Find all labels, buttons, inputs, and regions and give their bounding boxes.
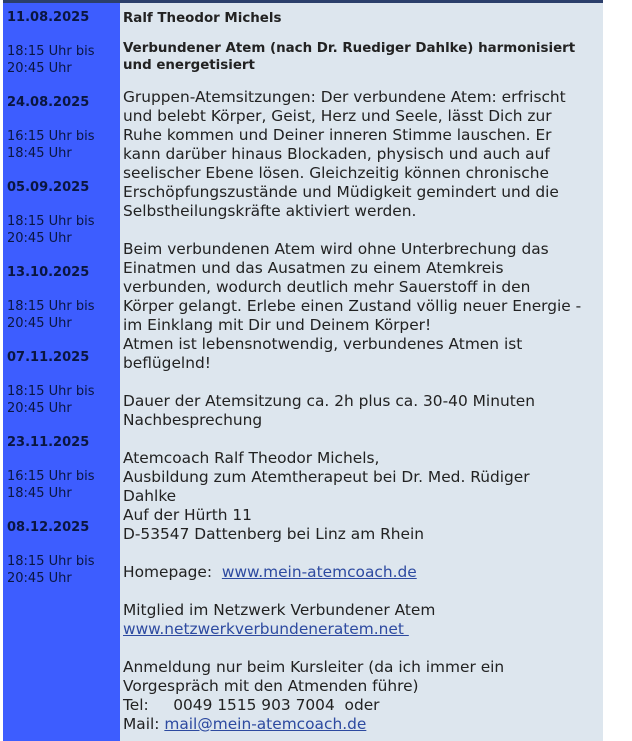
schedule-date: 13.10.2025: [7, 265, 90, 280]
schedule-time: 18:15 Uhr bis 20:45 Uhr: [7, 384, 95, 416]
schedule-time: 18:15 Uhr bis 20:45 Uhr: [7, 44, 95, 76]
schedule-date: 05.09.2025: [7, 180, 90, 195]
schedule-time: 16:15 Uhr bis 18:45 Uhr: [7, 129, 95, 161]
body-paragraph: Beim verbundenen Atem wird ohne Unterbrechung das Einatmen und das Ausatmen zu einem Atemkreis verbunden, wodurch deutlich mehr Sauerstoff in den Körper gelangt. Erlebe einen Zustand völlig neuer Energie - im Einklang mit Dir und Deinem Körper! Atmen ist lebensnotwendig, verbundenes Atmen ist beflügelnd!: [123, 240, 582, 372]
homepage-label: Homepage:: [123, 563, 222, 581]
schedule-date: 11.08.2025: [7, 10, 90, 25]
right-edge: [603, 3, 605, 741]
schedule-date: 24.08.2025: [7, 95, 90, 110]
tel-value: 0049 1515 903 7004 oder: [173, 696, 380, 714]
intro-paragraph: Gruppen-Atemsitzungen: Der verbundene Atem: erfrischt und belebt Körper, Geist, Herz und Seele, lässt Dich zur Ruhe kommen und Deiner inneren Stimme lauschen. Er kann darüber hinaus Blockaden, physisch und auch auf seelischer Ebene lösen. Gleichzeitig können chronische Erschöpfungszustände und Müdigkeit gemindert und die Selbstheilungskräfte aktiviert werden.: [123, 88, 566, 220]
coach-address: Atemcoach Ralf Theodor Michels, Ausbildung zum Atemtherapeut bei Dr. Med. Rüdiger Dahlke Auf der Hürth 11 D-53547 Dattenberg bei Linz am Rhein: [123, 449, 530, 543]
mail-label: Mail:: [123, 715, 165, 733]
mail-link[interactable]: mail@mein-atemcoach.de: [164, 715, 367, 733]
homepage-line: [123, 563, 603, 582]
network-link[interactable]: www.netzwerkverbundeneratem.net: [123, 620, 409, 638]
homepage-link[interactable]: www.mein-atemcoach.de: [221, 563, 417, 581]
network-text: Mitglied im Netzwerk Verbundener Atem: [123, 601, 436, 619]
schedule-date: 07.11.2025: [7, 350, 90, 365]
schedule-time: 18:15 Uhr bis 20:45 Uhr: [7, 214, 95, 246]
schedule-time: 18:15 Uhr bis 20:45 Uhr: [7, 554, 95, 586]
schedule-time: 16:15 Uhr bis 18:45 Uhr: [7, 469, 95, 501]
duration-paragraph: Dauer der Atemsitzung ca. 2h plus ca. 30-40 Minuten Nachbesprechung: [123, 392, 535, 429]
schedule-date: 23.11.2025: [7, 435, 90, 450]
course-headline: Verbundener Atem (nach Dr. Ruediger Dahlke) harmonisiert und energetisiert: [123, 41, 576, 73]
network-block: [123, 601, 603, 639]
schedule-column: [3, 3, 120, 741]
schedule-date: 08.12.2025: [7, 520, 90, 535]
tel-label: Tel:: [123, 696, 174, 714]
schedule-time: 18:15 Uhr bis 20:45 Uhr: [7, 299, 95, 331]
signup-block: Anmeldung nur beim Kursleiter (da ich immer ein Vorgespräch mit den Atmenden führe) Tel: 0049 1515 903 7004 oder Mail: mail@mein-atemcoach.de: [123, 658, 505, 733]
coach-name: Ralf Theodor Michels: [123, 11, 282, 26]
